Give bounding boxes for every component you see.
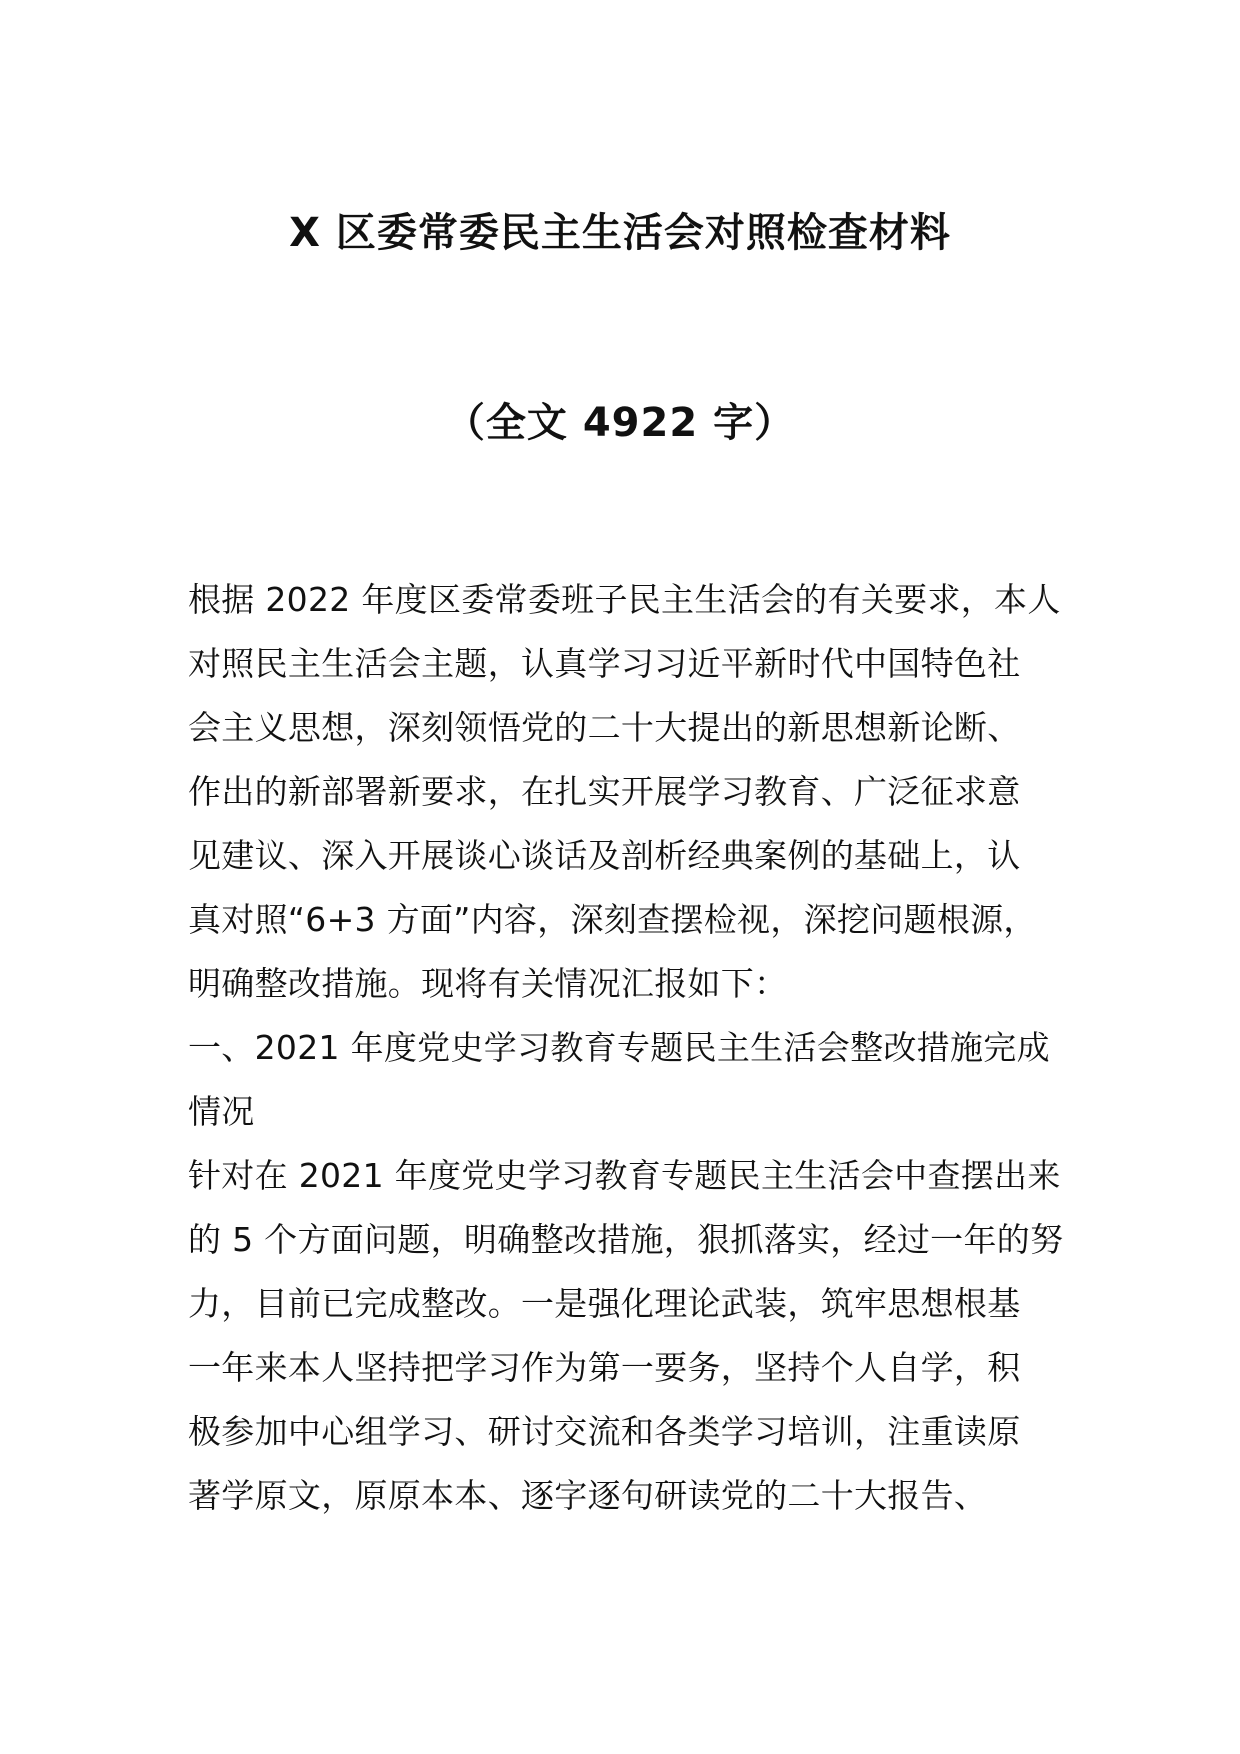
body-line: 对照民主生活会主题，认真学习习近平新时代中国特色社 bbox=[188, 644, 1021, 683]
body-line: 一年来本人坚持把学习作为第一要务，坚持个人自学，积 bbox=[188, 1348, 1021, 1387]
document-subtitle: （全文 4922 字） bbox=[444, 400, 796, 446]
body-line: 见建议、深入开展谈心谈话及剖析经典案例的基础上，认 bbox=[188, 836, 1021, 875]
section-heading-line: 一、2021 年度党史学习教育专题民主生活会整改措施完成 bbox=[188, 1028, 1050, 1067]
body-line: 力，目前已完成整改。一是强化理论武装，筑牢思想根基 bbox=[188, 1284, 1021, 1323]
body-line: 的 5 个方面问题，明确整改措施，狠抓落实，经过一年的努 bbox=[188, 1220, 1064, 1259]
section-heading-line: 情况 bbox=[188, 1092, 255, 1131]
body-line: 作出的新部署新要求，在扎实开展学习教育、广泛征求意 bbox=[188, 772, 1021, 811]
body-line: 明确整改措施。现将有关情况汇报如下： bbox=[188, 964, 788, 1003]
body-line: 著学原文，原原本本、逐字逐句研读党的二十大报告、 bbox=[188, 1476, 988, 1515]
document-title: X 区委常委民主生活会对照检查材料 bbox=[289, 210, 951, 256]
body-line: 会主义思想，深刻领悟党的二十大提出的新思想新论断、 bbox=[188, 708, 1021, 747]
body-line: 针对在 2021 年度党史学习教育专题民主生活会中查摆出来 bbox=[188, 1156, 1061, 1195]
body-line: 根据 2022 年度区委常委班子民主生活会的有关要求，本人 bbox=[188, 580, 1061, 619]
body-line: 极参加中心组学习、研讨交流和各类学习培训，注重读原 bbox=[188, 1412, 1021, 1451]
body-line: 真对照“6+3 方面”内容，深刻查摆检视，深挖问题根源， bbox=[188, 900, 1037, 939]
